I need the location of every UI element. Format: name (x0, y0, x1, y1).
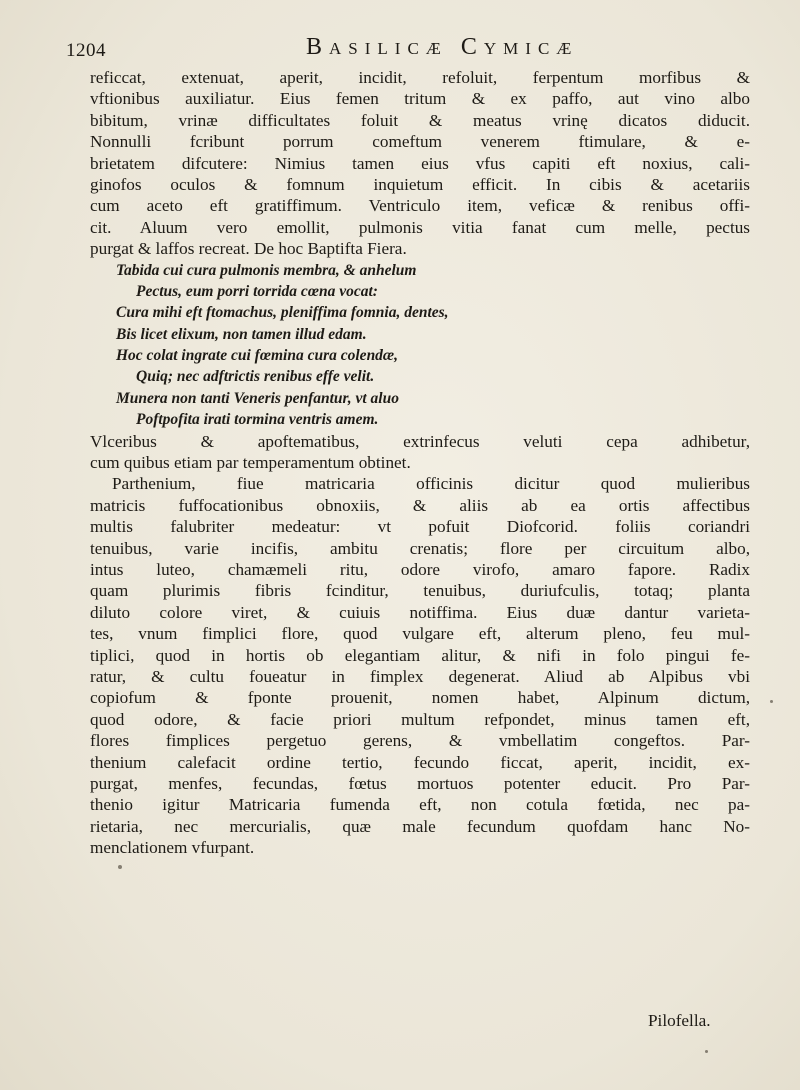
text-line: cit. Aluum vero emollit, pulmonis vitia fanat cum melle, pectus (90, 217, 750, 237)
text-line: cum aceto eft gratiffimum. Ventriculo item, veficæ & renibus offi- (90, 196, 750, 216)
text-line: tenuibus, varie incifis, ambitu crenatis; flore per circuitum albo, (90, 538, 750, 558)
text-line: reficcat, extenuat, aperit, incidit, refoluit, ferpentum morfibus & (90, 68, 750, 87)
text-line: matricis fuffocationibus obnoxiis, & aliis ab ea ortis affectibus (90, 495, 750, 515)
running-title: Basilicæ Cymicæ (306, 34, 579, 60)
ink-speck (705, 1050, 708, 1053)
text-line: intus luteo, chamæmeli ritu, odore virofo, amaro fapore. Radix (90, 559, 750, 579)
verse-line: Quiq; nec adftrictis renibus effe velit. (136, 368, 375, 386)
text-line: ratur, & cultu foueatur in fimplex degenerat. Aliud ab Alpibus vbi (90, 666, 750, 686)
text-line: flores fimplices pergetuo gerens, & vmbellatim congeftos. Par- (90, 731, 750, 751)
verse-line: Tabida cui cura pulmonis membra, & anhelum (116, 261, 417, 279)
text-line: thenium calefacit ordine tertio, fecundo ficcat, aperit, incidit, ex- (90, 752, 750, 772)
ink-speck (118, 865, 122, 869)
text-line: multis falubriter medeatur: vt pofuit Diofcorid. foliis coriandri (90, 517, 750, 537)
text-line: vftionibus auxiliatur. Eius femen tritum & ex paffo, aut vino albo (90, 89, 750, 109)
verse-line: Hoc colat ingrate cui fœmina cura colendæ, (116, 347, 399, 365)
catchword: Pilofella. (648, 1011, 711, 1030)
page-number: 1204 (66, 40, 106, 61)
text-line: menclationem vfurpant. (90, 838, 255, 858)
text-line: tiplici, quod in hortis ob elegantiam alitur, & nifi in folo pingui fe- (90, 645, 750, 665)
text-line: tes, vnum fimplici flore, quod vulgare eft, alterum pleno, feu mul- (90, 624, 750, 644)
text-line: Vlceribus & apoftematibus, extrinfecus veluti cepa adhibetur, (90, 431, 750, 451)
verse-line: Poftpofita irati tormina ventris amem. (136, 411, 379, 429)
text-line: quam plurimis fibris fcinditur, tenuibus, duriufculis, totaq; planta (90, 581, 750, 601)
text-line: cum quibus etiam par temperamentum obtinet. (90, 453, 411, 473)
ink-speck (770, 700, 773, 703)
text-line: copiofum & fponte prouenit, nomen habet, Alpinum dictum, (90, 688, 750, 708)
text-line: purgat & laffos recreat. De hoc Baptifta Fiera. (90, 239, 407, 259)
verse-line: Bis licet elixum, non tamen illud edam. (116, 325, 367, 343)
text-line: ginofos oculos & fomnum inquietum efficit. In cibis & acetariis (90, 174, 750, 194)
page-header (66, 34, 746, 68)
text-line: Parthenium, fiue matricaria officinis dicitur quod mulieribus (112, 474, 750, 494)
text-line: rietaria, nec mercurialis, quæ male fecundum quofdam hanc No- (90, 816, 750, 836)
text-line: thenio igitur Matricaria fumenda eft, non cotula fœtida, nec pa- (90, 795, 750, 815)
text-line: brietatem difcutere: Nimius tamen eius vfus capiti eft noxius, cali- (90, 153, 750, 173)
text-line: quod odore, & facie priori multum refpondet, minus tamen eft, (90, 709, 750, 729)
verse-line: Cura mihi eft ftomachus, pleniffima fomnia, dentes, (116, 304, 449, 322)
text-line: Nonnulli fcribunt porrum comeftum venerem ftimulare, & e- (90, 132, 750, 152)
text-line: bibitum, vrinæ difficultates foluit & meatus vrinę dicatos diducit. (90, 110, 750, 130)
text-line: diluto colore viret, & cuiuis notiffima. Eius duæ dantur varieta- (90, 602, 750, 622)
body-text (90, 67, 750, 858)
verse-line: Pectus, eum porri torrida cœna vocat: (136, 282, 378, 300)
text-line: purgat, menfes, fecundas, fœtus mortuos potenter educit. Pro Par- (90, 773, 750, 793)
verse-line: Munera non tanti Veneris penfantur, vt aluo (116, 389, 399, 407)
